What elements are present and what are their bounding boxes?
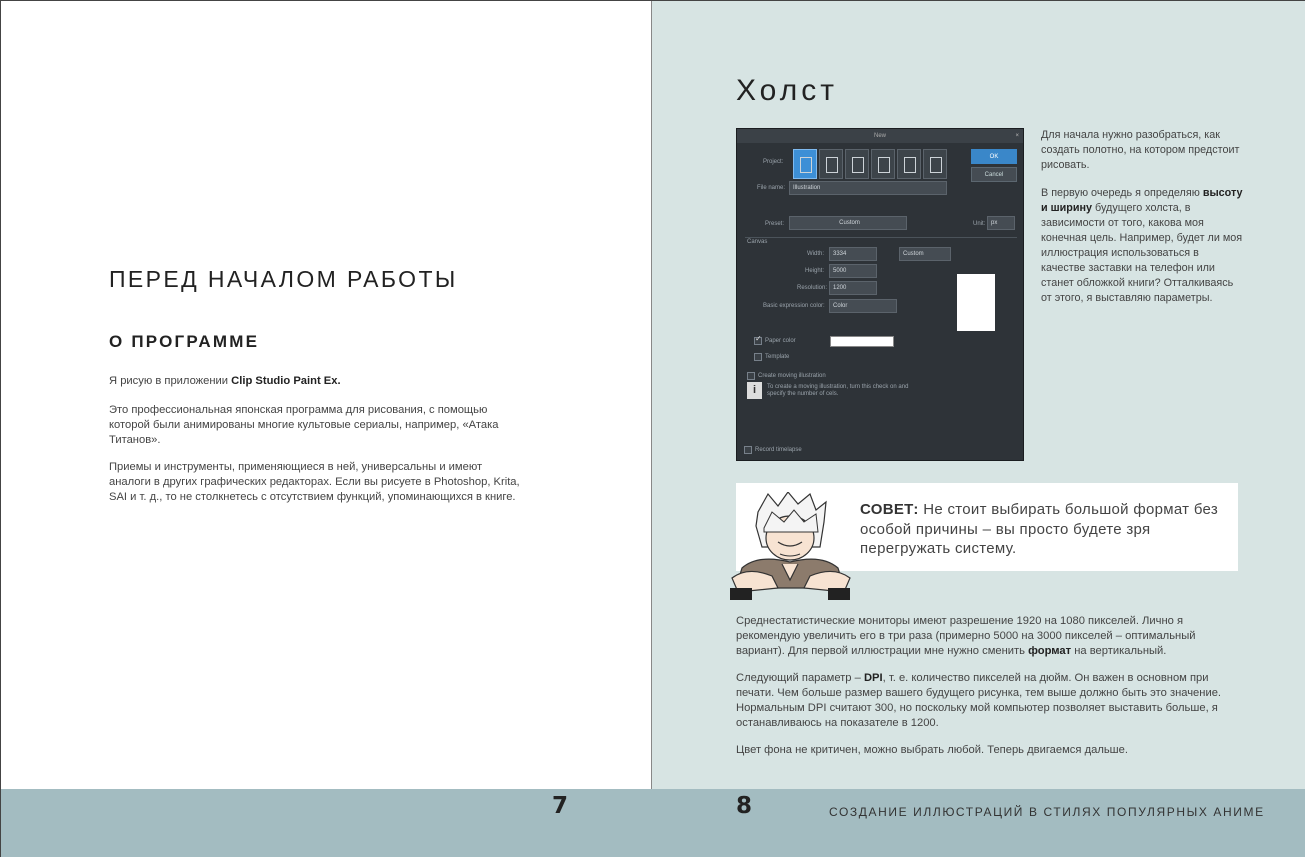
book-project-icon: [871, 149, 895, 179]
file-name-label: File name:: [757, 185, 786, 191]
width-field: 3334: [829, 247, 877, 261]
file-name-field: Illustration: [789, 181, 947, 195]
size-preset-select: Custom: [899, 247, 951, 261]
resolution-paragraph: Среднестатистические мониторы имеют разрешение 1920 на 1080 пикселей. Лично я рекомендую увеличить его в три раза (примерно 5000 на 3000 пикселей – оптимальный вариант). Для первой иллюстрации мне нужно сменить формат на вертикальный.: [736, 615, 1196, 657]
resolution-label: Resolution:: [797, 285, 828, 291]
expression-color-label: Basic expression color:: [763, 303, 825, 309]
unit-select: px: [987, 216, 1015, 230]
expression-color-select: Color: [829, 299, 897, 313]
dpi-emphasis: DPI: [863, 672, 883, 684]
side-paragraph-1: Для начала нужно разобраться, как создать полотно, на котором предстоит рисовать.: [1041, 129, 1240, 171]
comic-project-icon: [845, 149, 869, 179]
close-icon: ×: [1015, 133, 1019, 139]
width-label: Width:: [807, 251, 825, 257]
left-page-subtitle: О ПРОГРАММЕ: [109, 332, 260, 351]
background-color-paragraph: Цвет фона не критичен, можно выбрать любой. Теперь двигаемся дальше.: [736, 744, 1128, 756]
illustration-project-icon: [793, 149, 817, 179]
tip-label: СОВЕТ:: [860, 501, 919, 518]
moving-illustration-label: Create moving illustration: [758, 373, 826, 379]
dialog-title: New: [737, 129, 1023, 143]
template-checkbox: [754, 353, 762, 361]
template-label: Template: [765, 354, 790, 360]
cancel-button: Cancel: [971, 167, 1017, 182]
paper-color-checkbox: [754, 337, 762, 345]
preset-select: Custom: [789, 216, 907, 230]
timelapse-checkbox: [744, 446, 752, 454]
animation-project-icon: [923, 149, 947, 179]
program-description-paragraph: Это профессиональная японская программа для рисования, с помощью которой были анимированы многие культовые сериалы, например, «Атака Титанов».: [109, 404, 499, 446]
running-head: СОЗДАНИЕ ИЛЛЮСТРАЦИЙ В СТИЛЯХ ПОПУЛЯРНЫХ АНИМЕ: [829, 805, 1265, 819]
preset-label: Preset:: [765, 221, 785, 227]
intro-paragraph: Я рисую в приложении Clip Studio Paint Ex.: [109, 375, 341, 387]
new-canvas-dialog-screenshot: [736, 128, 1024, 461]
anime-character-illustration: [728, 492, 854, 602]
unit-label: Unit:: [973, 221, 986, 227]
height-width-emphasis: высоту и ширину: [1041, 187, 1243, 214]
timelapse-label: Record timelapse: [755, 447, 802, 453]
paper-color-swatch: [830, 336, 894, 347]
right-page-title: Холст: [736, 74, 838, 107]
tip-text: СОВЕТ: Не стоит выбирать большой формат без особой причины – вы просто будете зря перегружать систему.: [860, 501, 1219, 557]
resolution-field: 1200: [829, 281, 877, 295]
paper-color-label: Paper color: [765, 338, 796, 344]
divider: [745, 237, 1017, 238]
project-type-icons: [793, 149, 947, 179]
left-page-title: ПЕРЕД НАЧАЛОМ РАБОТЫ: [109, 266, 458, 292]
left-page-number: 7: [552, 793, 569, 819]
app-name: Clip Studio Paint Ex.: [231, 375, 341, 387]
canvas-section-label: Canvas: [747, 239, 768, 245]
height-field: 5000: [829, 264, 877, 278]
moving-illustration-checkbox: [747, 372, 755, 380]
canvas-preview: [957, 274, 995, 331]
moving-illustration-hint: To create a moving illustration, turn this check on and specify the number of cels.: [767, 384, 909, 397]
format-emphasis: формат: [1028, 645, 1072, 657]
dpi-paragraph: Следующий параметр – DPI, т. е. количество пикселей на дюйм. Он важен в основном при печати. Чем больше размер вашего будущего рисунка, тем выше должно быть это значение. Нормальным DPI считают 300, но поскольку мой компьютер позволяет выставить больше, я останавливаюсь на показателе в 1200.: [736, 672, 1222, 729]
webtoon-project-icon: [819, 149, 843, 179]
ok-button: OK: [971, 149, 1017, 164]
project-label: Project:: [763, 159, 784, 165]
tools-paragraph: Приемы и инструменты, применяющиеся в ней, универсальны и имеют аналоги в других графических редакторах. Если вы рисуете в Photoshop, Krita, SAI и т. д., то не столкнетесь с отсутствием функций, упоминающихся в книге.: [109, 461, 520, 503]
right-page-number: 8: [736, 793, 753, 819]
info-icon: i: [747, 382, 762, 399]
height-label: Height:: [805, 268, 825, 274]
print-project-icon: [897, 149, 921, 179]
side-paragraph-2: В первую очередь я определяю высоту и ширину будущего холста, в зависимости от того, какова моя конечная цель. Например, будет ли моя иллюстрация использоваться в качестве заставки на телефон или станет обложкой книги? Отталкиваясь от этого, я выставляю параметры.: [1041, 187, 1243, 304]
